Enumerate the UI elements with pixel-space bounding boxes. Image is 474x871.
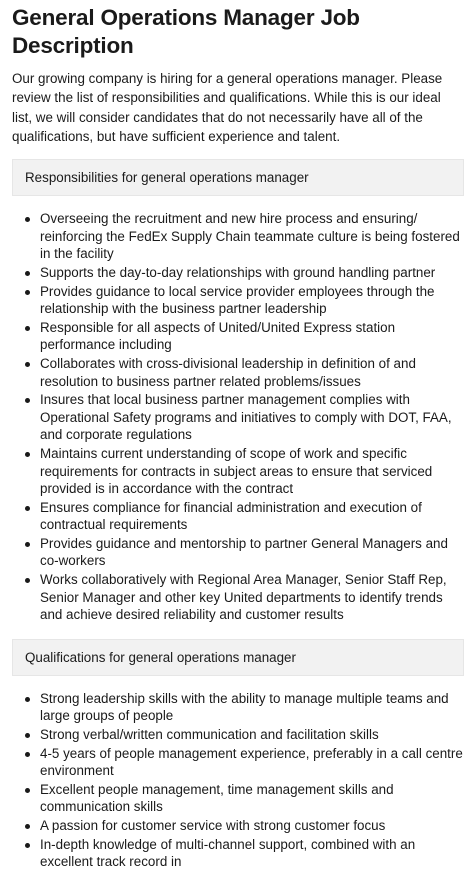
list-item: A passion for customer service with strong customer focus <box>40 817 464 835</box>
list-item: Collaborates with cross-divisional leadership in definition of and resolution to business partner related problems/issues <box>40 355 464 390</box>
list-item: Responsible for all aspects of United/United Express station performance including <box>40 319 464 354</box>
list-item: Supports the day-to-day relationships with ground handling partner <box>40 264 464 282</box>
list-item: Insures that local business partner management complies with Operational Safety programs and initiatives to comply with DOT, FAA, and corporate regulations <box>40 391 464 444</box>
intro-paragraph: Our growing company is hiring for a general operations manager. Please review the list of responsibilities and qualifications. While this is our ideal list, we will consider candidates that do not necessarily have all of the qualifications, but have sufficient experience and talent. <box>12 71 443 144</box>
list-item: Strong leadership skills with the ability to manage multiple teams and large groups of people <box>40 690 464 725</box>
qualifications-heading: Qualifications for general operations manager <box>12 639 464 676</box>
list-item: Maintains current understanding of scope of work and specific requirements for contracts in subject areas to ensure that serviced provided is in accordance with the contract <box>40 445 464 498</box>
responsibilities-list <box>12 210 464 624</box>
responsibilities-heading: Responsibilities for general operations manager <box>12 159 464 196</box>
list-item: Overseeing the recruitment and new hire process and ensuring/ reinforcing the FedEx Supply Chain teammate culture is being fostered in the facility <box>40 210 464 263</box>
qualifications-list <box>12 690 464 871</box>
page-title: General Operations Manager Job Description <box>12 5 360 58</box>
list-item: Works collaboratively with Regional Area Manager, Senior Staff Rep, Senior Manager and other key United departments to identify trends and achieve desired reliability and customer results <box>40 571 464 624</box>
list-item: 4-5 years of people management experience, preferably in a call centre environment <box>40 745 463 779</box>
list-item: In-depth knowledge of multi-channel support, combined with an excellent track record in <box>40 836 464 871</box>
list-item: Strong verbal/written communication and facilitation skills <box>40 726 464 744</box>
list-item: Excellent people management, time management skills and communication skills <box>40 781 464 816</box>
list-item: Provides guidance and mentorship to partner General Managers and co-workers <box>40 535 464 570</box>
list-item: Ensures compliance for financial administration and execution of contractual requirements <box>40 499 464 534</box>
list-item: Provides guidance to local service provider employees through the relationship with the business partner leadership <box>40 283 464 318</box>
